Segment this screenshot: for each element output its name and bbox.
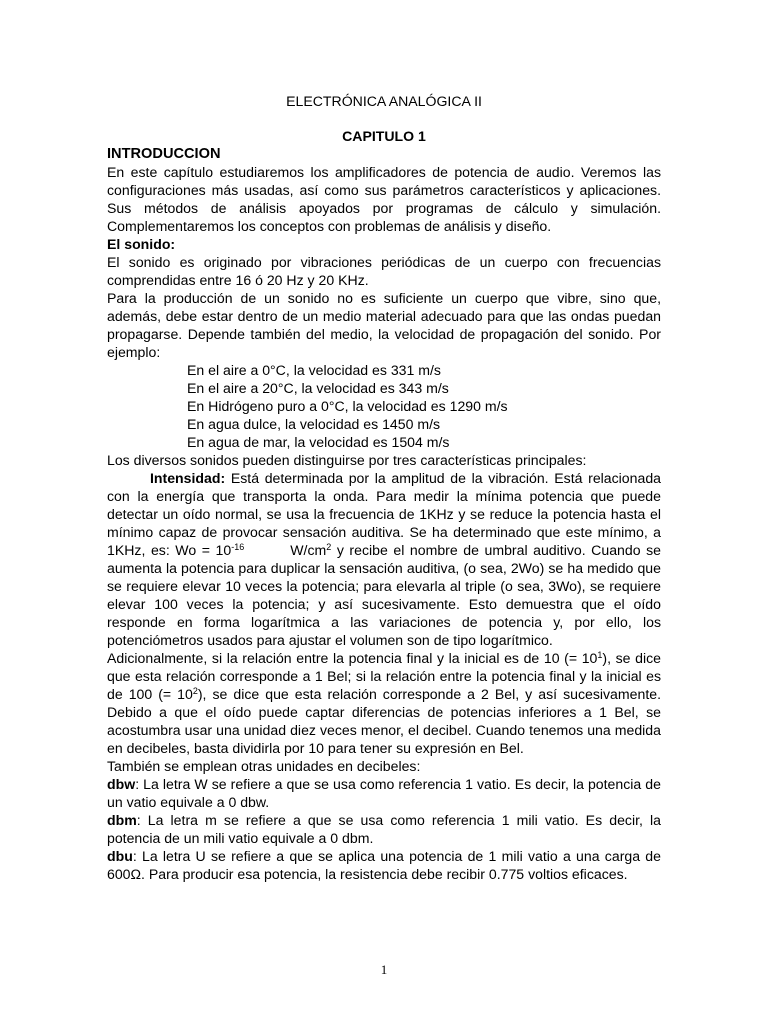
document-title: ELECTRÓNICA ANALÓGICA II — [286, 93, 482, 109]
bel-text-c: ), se dice que esta relación corresponde a 2 Bel, y así sucesivamente. Debido a que el oído puede captar diferencias de potencias inferiores a 1 Bel, se acostumbra usar una unidad diez veces menor, el decibel. Cuando tenemos una medida en decibeles, basta dividirla por 10 para tener su expresión en Bel. — [107, 686, 661, 756]
bel-exponent-2: 2 — [192, 686, 198, 696]
intro-heading: INTRODUCCION — [107, 146, 221, 162]
dbu-label: dbu — [107, 848, 133, 864]
intro-paragraph: En este capítulo estudiaremos los amplificadores de potencia de audio. Veremos las configuraciones más usadas, así como sus parámetros característicos y aplicaciones. Sus métodos de análisis apoyados por programas de cálculo y simulación. Complementaremos los conceptos con problemas de análisis y diseño. — [107, 164, 661, 234]
sound-heading: El sonido: — [107, 236, 176, 252]
sound-paragraph-1: El sonido es originado por vibraciones periódicas de un cuerpo con frecuencias comprendidas entre 16 ó 20 Hz y 20 KHz. — [107, 254, 661, 288]
characteristics-intro: Los diversos sonidos pueden distinguirse por tres características principales: — [107, 452, 587, 468]
speed-list-item: En el aire a 20°C, la velocidad es 343 m/s — [187, 380, 449, 396]
intensity-label: Intensidad: — [150, 470, 226, 486]
dbm-text: : La letra m se refiere a que se usa como referencia 1 mili vatio. Es decir, la potencia de un mili vatio equivale a 0 dbm. — [107, 812, 661, 846]
speed-list-item: En agua dulce, la velocidad es 1450 m/s — [187, 416, 441, 432]
intensity-paragraph — [107, 469, 661, 649]
page-number: 1 — [380, 962, 388, 977]
dbw-text: : La letra W se refiere a que se usa como referencia 1 vatio. Es decir, la potencia de un vatio equivale a 0 dbw. — [107, 776, 661, 810]
speed-list-item: En el aire a 0°C, la velocidad es 331 m/s — [187, 362, 441, 378]
dbu-text: : La letra U se refiere a que se aplica una potencia de 1 mili vatio a una carga de 600Ω. Para producir esa potencia, la resistencia debe recibir 0.775 voltios eficaces. — [107, 848, 661, 882]
dbw-label: dbw — [107, 776, 136, 792]
bel-exponent-1: 1 — [597, 650, 603, 660]
speed-list-item: En Hidrógeno puro a 0°C, la velocidad es 1290 m/s — [187, 398, 508, 414]
dbm-paragraph — [107, 811, 661, 847]
intensity-unit: W/cm — [290, 542, 327, 558]
document-page — [107, 88, 661, 883]
bel-text-b: ), se dice que esta relación corresponde a 1 Bel; si la relación entre la potencia final y la inicial es de 100 (= 10 — [107, 650, 661, 702]
units-intro: También se emplean otras unidades en decibeles: — [107, 758, 421, 774]
bel-paragraph — [107, 649, 661, 757]
dbu-paragraph — [107, 847, 661, 883]
dbw-paragraph — [107, 775, 661, 811]
speed-list — [107, 361, 661, 451]
speed-list-item: En agua de mar, la velocidad es 1504 m/s — [187, 434, 450, 450]
sound-paragraph-2: Para la producción de un sonido no es suficiente un cuerpo que vibre, sino que, además, debe estar dentro de un medio material adecuado para que las ondas puedan propagarse. Depende también del medio, la velocidad de propagación del sonido. Por ejemplo: — [107, 290, 661, 360]
intensity-unit-exponent: 2 — [326, 542, 332, 552]
chapter-title: CAPITULO 1 — [342, 128, 426, 144]
intensity-text-b: y recibe el nombre de umbral auditivo. Cuando se aumenta la potencia para duplicar la sensación auditiva, (o sea, 2Wo) se ha medido que se requiere elevar 10 veces la potencia; para elevarla al triple (o sea, 3Wo), se requiere elevar 100 veces la potencia; y así sucesivamente. Esto demuestra que el oído responde en forma logarítmica a las variaciones de potencia y, por ello, los potenciómetros usados para ajustar el volumen son de tipo logarítmico. — [107, 542, 661, 648]
bel-text-a: Adicionalmente, si la relación entre la potencia final y la inicial es de 10 (= 10 — [107, 650, 598, 666]
dbm-label: dbm — [107, 812, 137, 828]
intensity-exponent: -16 — [231, 542, 245, 552]
intensity-text-a: Está determinada por la amplitud de la vibración. Está relacionada con la energía que transporta la onda. Para medir la mínima potencia que puede detectar un oído normal, se usa la frecuencia de 1KHz y se reduce la potencia hasta el mínimo capaz de provocar sensación auditiva. Se ha determinado que este mínimo, a 1KHz, es: Wo = 10 — [107, 470, 661, 558]
